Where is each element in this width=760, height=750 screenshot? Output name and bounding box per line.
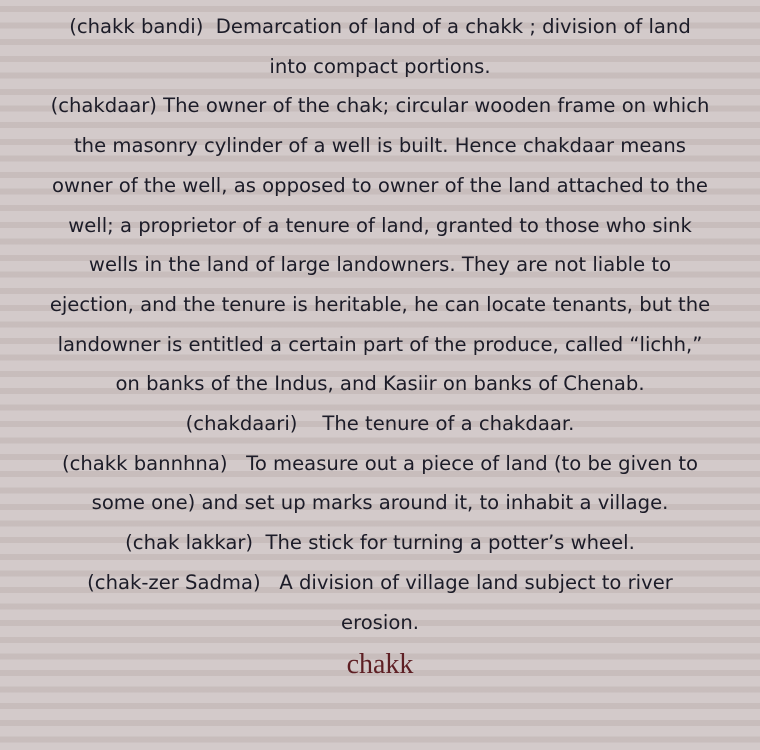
entry-line: (chakk bandi) Demarcation of land of a chakk ; division of land [69,15,691,38]
entry-line: (chak lakkar) The stick for turning a potter’s wheel. [125,531,635,555]
entry-line: some one) and set up marks around it, to inhabit a village. [91,491,669,515]
entry-chakk-bannhna [0,444,760,523]
entry-chakdaar [0,86,760,404]
entry-chak-zer-sadma [0,563,760,642]
entry-line: well; a proprietor of a tenure of land, granted to those who sink [68,213,692,237]
entry-line: (chak-zer Sadma) A division of village land subject to river [87,570,673,594]
entry-line: erosion. [341,610,419,634]
word-title: chakk [346,649,414,681]
entry-chak-lakkar [0,523,760,563]
entry-line: the masonry cylinder of a well is built. Hence chakdaar means [73,134,687,158]
entry-line: owner of the well, as opposed to owner of the land attached to the [52,173,708,197]
entry-line: (chakdaar) The owner of the chak; circular wooden frame on which [50,94,710,118]
entry-line: into compact portions. [269,54,491,78]
entry-line: on banks of the Indus, and Kasiir on banks of Chenab. [115,372,645,396]
entry-line: landowner is entitled a certain part of the produce, called “lichh,” [57,332,703,356]
entry-line: (chakk bannhna) To measure out a piece of land (to be given to [61,451,699,475]
entry-chakk-bandi [0,7,760,86]
entry-line: ejection, and the tenure is heritable, he can locate tenants, but the [49,292,711,316]
entry-line: (chakdaari) The tenure of a chakdaar. [185,412,575,436]
entry-chakdaari [0,404,760,444]
entry-line: wells in the land of large landowners. They are not liable to [88,253,672,277]
